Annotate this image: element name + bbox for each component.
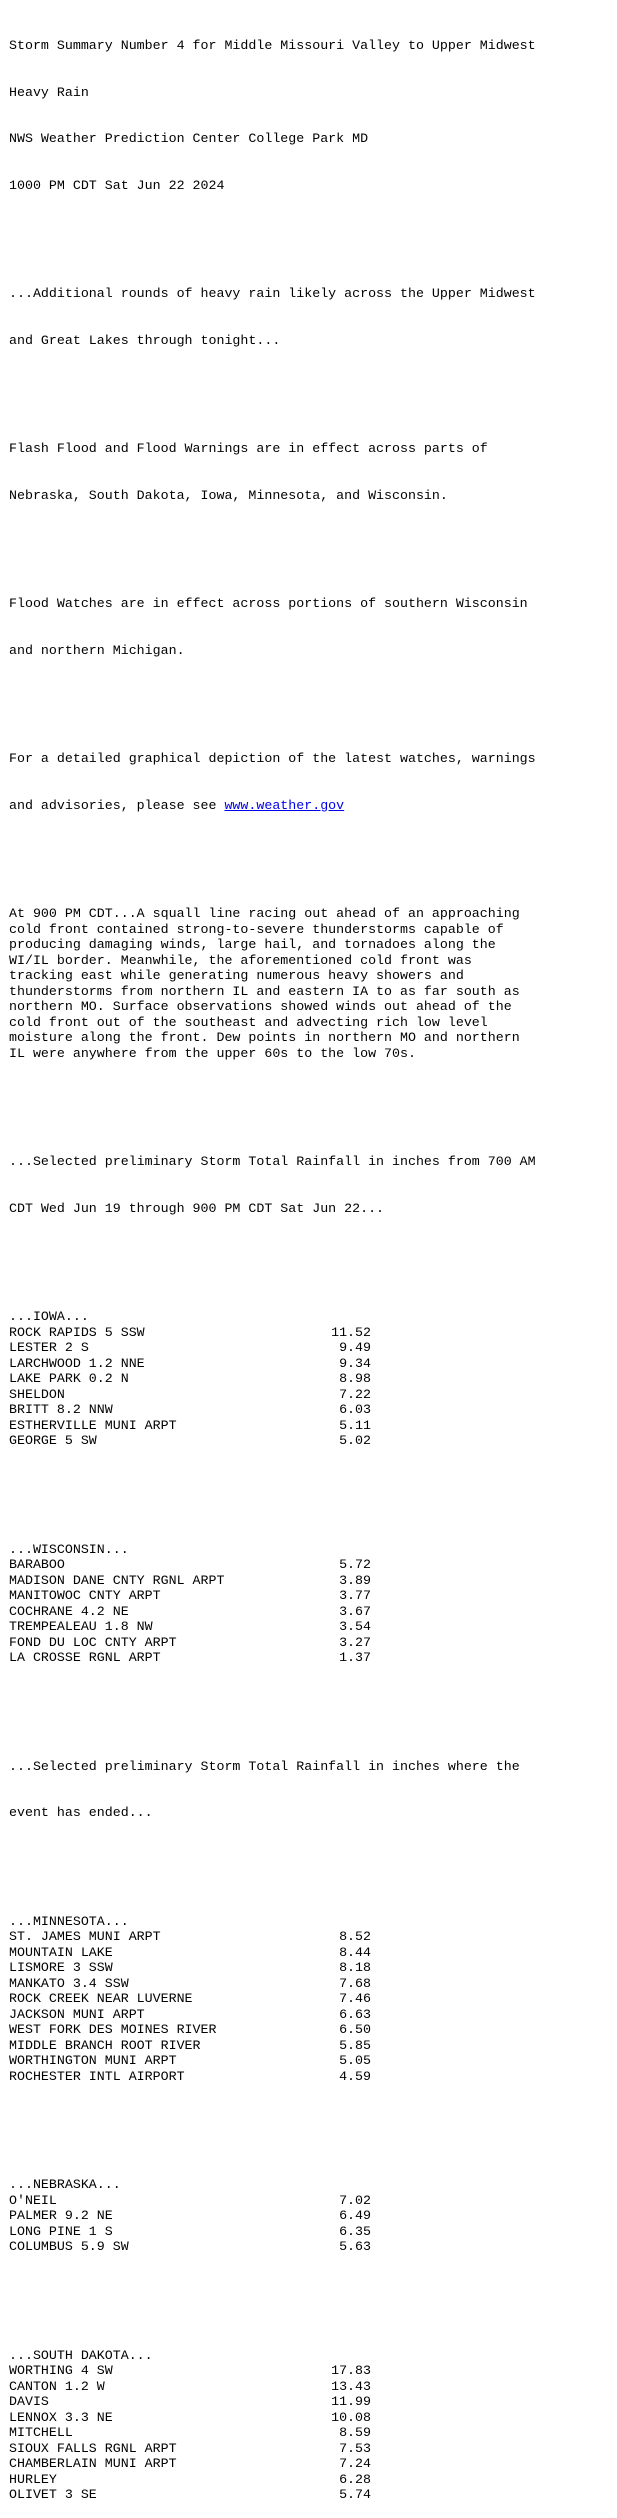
station-name: LONG PINE 1 S	[9, 2223, 113, 2239]
station-name: LA CROSSE RGNL ARPT	[9, 1650, 161, 1665]
rainfall-value: 8.98	[339, 1371, 371, 1386]
rainfall-value: 7.46	[339, 1991, 371, 2006]
rainfall-row	[9, 1945, 617, 1961]
station-name: SHELDON	[9, 1386, 65, 1402]
discussion-line: At 900 PM CDT...A squall line racing out ahead of an approaching	[9, 906, 520, 921]
station-name: BARABOO	[9, 1557, 65, 1572]
rainfall-value: 5.74	[339, 2487, 371, 2502]
station-name: BRITT 8.2 NNW	[9, 1402, 113, 1417]
spacer	[9, 224, 617, 240]
rainfall-row	[9, 1340, 617, 1356]
discussion-line: IL were anywhere from the upper 60s to the low 70s.	[9, 1045, 416, 1061]
rainfall-row	[9, 2363, 617, 2379]
rainfall-value: 7.24	[339, 2456, 371, 2471]
rainfall-value: 5.11	[339, 1417, 371, 1433]
rainfall-value: 8.52	[339, 1929, 371, 1944]
rainfall-row	[9, 1588, 617, 1604]
rainfall-value: 7.68	[339, 1975, 371, 1991]
station-name: ROCK RAPIDS 5 SSW	[9, 1324, 145, 1340]
station-name: MANITOWOC CNTY ARPT	[9, 1588, 161, 1603]
station-name: MANKATO 3.4 SSW	[9, 1975, 129, 1991]
station-name: CHAMBERLAIN MUNI ARPT	[9, 2456, 177, 2471]
rainfall-row	[9, 1557, 617, 1573]
station-name: TREMPEALEAU 1.8 NW	[9, 1619, 153, 1634]
rainfall-value: 9.49	[339, 1340, 371, 1355]
station-name: ESTHERVILLE MUNI ARPT	[9, 1417, 177, 1433]
station-name: COLUMBUS 5.9 SW	[9, 2239, 129, 2254]
station-name: GEORGE 5 SW	[9, 1433, 97, 1448]
rainfall-value: 6.03	[339, 1402, 371, 1417]
station-name: LENNOX 3.3 NE	[9, 2409, 113, 2425]
rainfall-value: 6.49	[339, 2208, 371, 2223]
rainfall-row	[9, 2472, 617, 2488]
rainfall-row	[9, 2456, 617, 2472]
rainfall-row	[9, 2410, 617, 2426]
rainfall-value: 3.89	[339, 1572, 371, 1588]
rainfall-value: 4.59	[339, 2068, 371, 2084]
rainfall-value: 7.02	[339, 2192, 371, 2208]
rainfall-row	[9, 2441, 617, 2457]
discussion-line: northern MO. Surface observations showed winds out ahead of the	[9, 999, 512, 1014]
headline-line: and Great Lakes through tonight...	[9, 332, 281, 348]
rainfall-row	[9, 2038, 617, 2054]
spacer	[9, 844, 617, 860]
title-line-1: Storm Summary Number 4 for Middle Missouri Valley to Upper Midwest	[9, 38, 536, 53]
station-name: MADISON DANE CNTY RGNL ARPT	[9, 1572, 225, 1588]
rainfall-value: 10.08	[331, 2409, 371, 2425]
graphical-prefix: and advisories, please see	[9, 797, 225, 813]
rainfall-value: 6.35	[339, 2223, 371, 2239]
rainfall-row	[9, 2394, 617, 2410]
rainfall-row	[9, 2053, 617, 2069]
watches-line: Flood Watches are in effect across portions of southern Wisconsin	[9, 596, 528, 611]
rainfall-value: 13.43	[331, 2378, 371, 2394]
spacer	[9, 1092, 617, 1108]
rainfall-value: 5.72	[339, 1557, 371, 1572]
warnings-line: Nebraska, South Dakota, Iowa, Minnesota, and Wisconsin.	[9, 487, 448, 503]
state-heading: ...NEBRASKA...	[9, 2177, 121, 2192]
rainfall-row	[9, 2022, 617, 2038]
discussion-line: thunderstorms from northern IL and eastern IA to as far south as	[9, 983, 520, 999]
state-section-minnesota	[9, 1914, 617, 2085]
state-heading: ...IOWA...	[9, 1309, 89, 1324]
station-name: OLIVET 3 SE	[9, 2487, 97, 2502]
rainfall-value: 5.63	[339, 2239, 371, 2254]
rainfall-value: 6.50	[339, 2022, 371, 2037]
station-name: WORTHING 4 SW	[9, 2363, 113, 2378]
rainfall-row	[9, 2193, 617, 2209]
rainfall-row	[9, 1402, 617, 1418]
rainfall-row	[9, 2069, 617, 2085]
rainfall-value: 5.02	[339, 1433, 371, 1448]
state-section-iowa	[9, 1309, 617, 1449]
station-name: MOUNTAIN LAKE	[9, 1944, 113, 1960]
rainfall-row	[9, 1991, 617, 2007]
graphical-line: For a detailed graphical depiction of the latest watches, warnings	[9, 751, 536, 766]
spacer	[9, 1247, 617, 1263]
spacer	[9, 2115, 617, 2131]
rainfall-row	[9, 2379, 617, 2395]
station-name: COCHRANE 4.2 NE	[9, 1603, 129, 1619]
rainfall-row	[9, 1418, 617, 1434]
rainfall-row	[9, 1650, 617, 1666]
station-name: WEST FORK DES MOINES RIVER	[9, 2022, 217, 2037]
ended-header-line: event has ended...	[9, 1805, 153, 1820]
rainfall-value: 6.28	[339, 2471, 371, 2487]
rainfall-value: 7.53	[339, 2440, 371, 2456]
station-name: ST. JAMES MUNI ARPT	[9, 1929, 161, 1944]
issue-time: 1000 PM CDT Sat Jun 22 2024	[9, 177, 225, 193]
rainfall-row	[9, 1960, 617, 1976]
rainfall-row	[9, 1387, 617, 1403]
spacer	[9, 1697, 617, 1713]
rainfall-row	[9, 2239, 617, 2255]
rainfall-row	[9, 1433, 617, 1449]
ended-header-line: ...Selected preliminary Storm Total Rainfall in inches where the	[9, 1758, 520, 1774]
rainfall-value: 3.77	[339, 1588, 371, 1603]
spacer	[9, 379, 617, 395]
discussion-line: producing damaging winds, large hail, and tornadoes along the	[9, 937, 496, 952]
station-name: SIOUX FALLS RGNL ARPT	[9, 2440, 177, 2456]
station-name: DAVIS	[9, 2394, 49, 2409]
state-section-south-dakota	[9, 2348, 617, 2503]
station-name: JACKSON MUNI ARPT	[9, 2006, 145, 2022]
rainfall-row	[9, 1619, 617, 1635]
graphical-line	[9, 798, 617, 814]
station-name: ROCK CREEK NEAR LUVERNE	[9, 1991, 193, 2006]
rainfall-row	[9, 1604, 617, 1620]
station-name: FOND DU LOC CNTY ARPT	[9, 1634, 177, 1650]
watches-line: and northern Michigan.	[9, 642, 185, 658]
rainfall-row	[9, 1371, 617, 1387]
station-name: LESTER 2 S	[9, 1340, 89, 1355]
rainfall-value: 7.22	[339, 1386, 371, 1402]
station-name: CANTON 1.2 W	[9, 2378, 105, 2394]
rainfall-value: 8.44	[339, 1944, 371, 1960]
state-section-nebraska	[9, 2177, 617, 2255]
weather-gov-link[interactable]: www.weather.gov	[224, 797, 345, 813]
state-heading: ...WISCONSIN...	[9, 1541, 129, 1557]
station-name: LARCHWOOD 1.2 NNE	[9, 1355, 145, 1371]
spacer	[9, 2286, 617, 2302]
spacer	[9, 534, 617, 550]
state-heading: ...MINNESOTA...	[9, 1913, 129, 1929]
station-name: HURLEY	[9, 2471, 57, 2487]
discussion-line: moisture along the front. Dew points in northern MO and northern	[9, 1030, 520, 1045]
rainfall-row	[9, 2007, 617, 2023]
rainfall-row	[9, 1573, 617, 1589]
rainfall-row	[9, 2487, 617, 2503]
rainfall-value: 11.99	[331, 2394, 371, 2409]
discussion-paragraph	[9, 906, 617, 1061]
rainfall-value: 8.59	[339, 2425, 371, 2440]
spacer	[9, 689, 617, 705]
station-name: O'NEIL	[9, 2192, 57, 2208]
rainfall-value: 11.52	[331, 1324, 371, 1340]
rainfall-value: 5.05	[339, 2053, 371, 2068]
rainfall-value: 6.63	[339, 2006, 371, 2022]
title-line-2: Heavy Rain	[9, 84, 89, 100]
rainfall-row	[9, 2224, 617, 2240]
station-name: LAKE PARK 0.2 N	[9, 1371, 129, 1386]
station-name: MITCHELL	[9, 2425, 73, 2440]
station-name: ROCHESTER INTL AIRPORT	[9, 2068, 185, 2084]
warnings-line: Flash Flood and Flood Warnings are in effect across parts of	[9, 441, 488, 456]
rainfall-value: 3.27	[339, 1634, 371, 1650]
state-heading: ...SOUTH DAKOTA...	[9, 2347, 153, 2363]
rainfall-row	[9, 2425, 617, 2441]
rainfall-value: 8.18	[339, 1960, 371, 1975]
rainfall-row	[9, 1976, 617, 1992]
spacer	[9, 1480, 617, 1496]
station-name: PALMER 9.2 NE	[9, 2208, 113, 2223]
station-name: LISMORE 3 SSW	[9, 1960, 113, 1975]
discussion-line: WI/IL border. Meanwhile, the aforementioned cold front was	[9, 952, 472, 968]
rainfall-row	[9, 1356, 617, 1372]
discussion-line: cold front out of the southeast and advecting rich low level	[9, 1014, 488, 1030]
spacer	[9, 1852, 617, 1868]
rainfall-row	[9, 1325, 617, 1341]
rainfall-value: 3.54	[339, 1619, 371, 1634]
discussion-line: cold front contained strong-to-severe thunderstorms capable of	[9, 921, 504, 937]
ongoing-header-line: CDT Wed Jun 19 through 900 PM CDT Sat Jun 22...	[9, 1200, 385, 1216]
issuing-office: NWS Weather Prediction Center College Park MD	[9, 131, 369, 146]
rainfall-row	[9, 2208, 617, 2224]
state-section-wisconsin	[9, 1542, 617, 1666]
discussion-line: tracking east while generating numerous heavy showers and	[9, 968, 464, 983]
rainfall-row	[9, 1635, 617, 1651]
headline-line: ...Additional rounds of heavy rain likely across the Upper Midwest	[9, 286, 536, 301]
station-name: WORTHINGTON MUNI ARPT	[9, 2053, 177, 2068]
ongoing-header-line: ...Selected preliminary Storm Total Rainfall in inches from 700 AM	[9, 1154, 536, 1169]
rainfall-value: 1.37	[339, 1650, 371, 1665]
rainfall-value: 9.34	[339, 1355, 371, 1371]
rainfall-row	[9, 1929, 617, 1945]
rainfall-value: 3.67	[339, 1603, 371, 1619]
station-name: MIDDLE BRANCH ROOT RIVER	[9, 2037, 201, 2053]
rainfall-value: 5.85	[339, 2037, 371, 2053]
rainfall-value: 17.83	[331, 2363, 371, 2378]
